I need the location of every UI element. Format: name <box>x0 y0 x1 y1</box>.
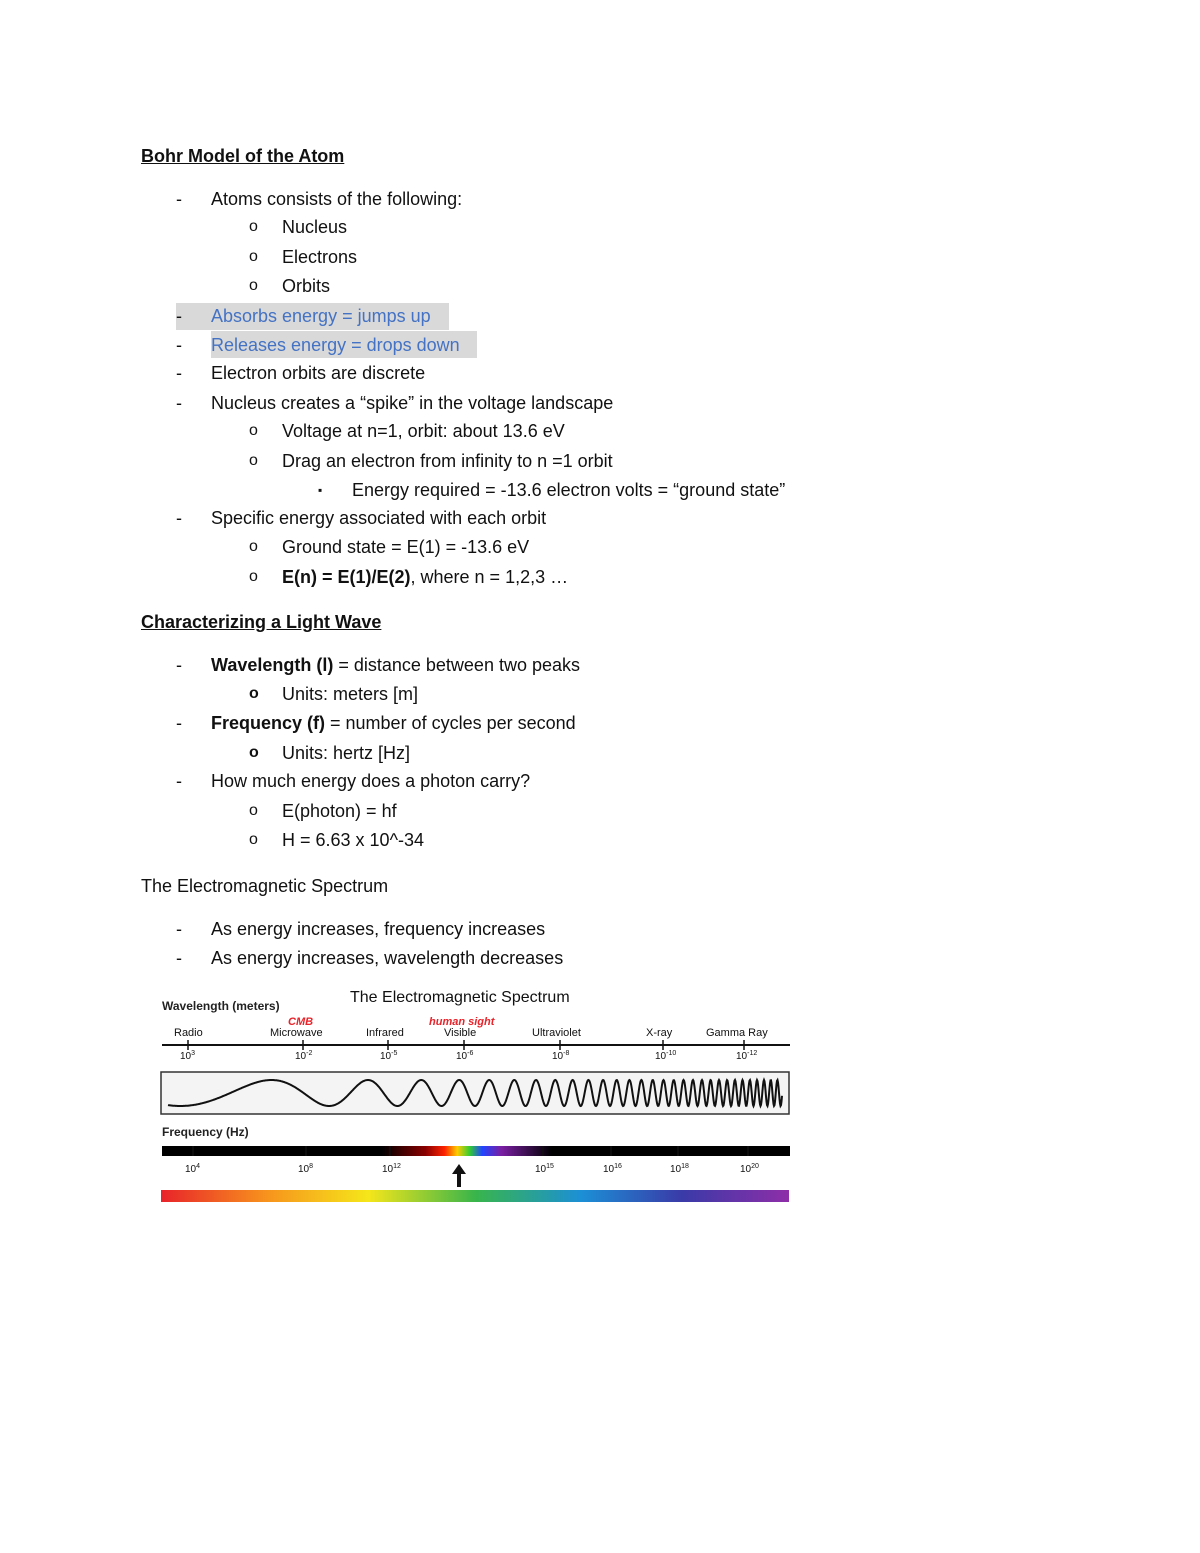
list-item: Orbits <box>282 276 331 296</box>
rainbow-bar <box>161 1190 789 1202</box>
band-label: Gamma Ray <box>706 1027 768 1039</box>
wavelength-tick-label: $10^{-8}$ <box>552 1050 570 1062</box>
circle-marker: o <box>249 452 258 469</box>
list-item: How much energy does a photon carry? <box>211 771 531 791</box>
band-label: Ultraviolet <box>532 1027 581 1039</box>
band-label: X-ray <box>646 1027 673 1039</box>
dash-marker: - <box>176 508 182 528</box>
list-item: As energy increases, frequency increases <box>211 919 546 939</box>
dash-marker: - <box>176 919 182 939</box>
circle-marker: o <box>249 538 258 555</box>
circle-marker: o <box>249 831 258 848</box>
dash-marker: - <box>176 948 182 968</box>
dash-marker: - <box>176 771 182 791</box>
wavelength-ticks <box>180 1040 757 1062</box>
dash-marker: - <box>176 363 182 383</box>
wavelength-tick-label: $10^3$ <box>180 1050 196 1062</box>
wavelength-tick-label: $10^{-6}$ <box>456 1050 474 1062</box>
dash-marker: - <box>176 713 182 733</box>
list-item <box>282 566 568 588</box>
wavelength-tick-label: $10^{-12}$ <box>736 1050 758 1062</box>
square-marker: ▪ <box>318 483 323 497</box>
list-item: Nucleus creates a “spike” in the voltage landscape <box>211 393 614 413</box>
term-bold: Frequency (f) <box>211 713 326 733</box>
term-bold: Wavelength (l) <box>211 655 334 675</box>
band-labels <box>174 1027 768 1039</box>
circle-marker: o <box>249 744 259 761</box>
list-item: As energy increases, wavelength decreases <box>211 948 564 968</box>
frequency-tick-label: $10^{16}$ <box>603 1163 622 1175</box>
circle-marker: o <box>249 802 258 819</box>
circle-marker: o <box>249 248 258 265</box>
frequency-bar <box>162 1146 790 1156</box>
dash-marker: - <box>176 189 182 209</box>
band-label: Microwave <box>270 1027 323 1039</box>
list-item: Nucleus <box>282 217 348 237</box>
list-item: Ground state = E(1) = -13.6 eV <box>282 537 530 557</box>
wavelength-tick-label: $10^{-5}$ <box>380 1050 398 1062</box>
section-title-light-wave: Characterizing a Light Wave <box>141 612 382 632</box>
list-item: Voltage at n=1, orbit: about 13.6 eV <box>282 421 565 441</box>
circle-marker: o <box>249 277 258 294</box>
list-item: Energy required = -13.6 electron volts = “ground state” <box>352 480 786 500</box>
circle-marker: o <box>249 685 259 702</box>
band-label: Infrared <box>366 1027 404 1039</box>
term-definition: = number of cycles per second <box>325 713 576 733</box>
circle-marker: o <box>249 568 258 585</box>
frequency-label: Frequency (Hz) <box>162 1125 249 1139</box>
dash-marker: - <box>176 306 182 326</box>
frequency-tick-label: $10^{12}$ <box>382 1163 401 1175</box>
formula-rest: , where n = 1,2,3 … <box>410 567 569 587</box>
list-item <box>211 654 580 676</box>
list-item: Specific energy associated with each orbit <box>211 508 547 528</box>
list-item-highlighted: Absorbs energy = jumps up <box>211 306 431 326</box>
figure-title: The Electromagnetic Spectrum <box>350 989 570 1006</box>
em-spectrum-figure <box>158 986 794 1208</box>
list-item <box>211 712 576 734</box>
list-item: Atoms consists of the following: <box>211 189 463 209</box>
frequency-tick-label: $10^8$ <box>298 1163 314 1175</box>
section-title-bohr: Bohr Model of the Atom <box>141 146 345 166</box>
term-definition: = distance between two peaks <box>333 655 580 675</box>
frequency-tick-label: $10^{15}$ <box>535 1163 554 1175</box>
up-arrow-icon <box>452 1164 466 1187</box>
circle-marker: o <box>249 422 258 439</box>
list-item: Drag an electron from infinity to n =1 orbit <box>282 451 613 471</box>
band-label: Visible <box>444 1027 477 1039</box>
list-item: E(photon) = hf <box>282 801 397 821</box>
frequency-tick-label: $10^4$ <box>185 1163 201 1175</box>
list-item: H = 6.63 x 10^-34 <box>282 830 425 850</box>
list-item: Electron orbits are discrete <box>211 363 426 383</box>
list-item: Units: meters [m] <box>282 684 419 704</box>
frequency-tick-label: $10^{20}$ <box>740 1163 759 1175</box>
human-sight-label: human sight <box>429 1016 495 1028</box>
wavelength-label: Wavelength (meters) <box>162 999 280 1013</box>
cmb-label: CMB <box>288 1016 314 1028</box>
dash-marker: - <box>176 655 182 675</box>
frequency-tick-label: $10^{18}$ <box>670 1163 689 1175</box>
list-item-highlighted: Releases energy = drops down <box>211 335 460 355</box>
band-label: Radio <box>174 1027 203 1039</box>
dash-marker: - <box>176 393 182 413</box>
formula-bold: E(n) = E(1)/E(2) <box>282 567 411 587</box>
circle-marker: o <box>249 218 258 235</box>
wavelength-tick-label: $10^{-2}$ <box>295 1050 313 1062</box>
dash-marker: - <box>176 335 182 355</box>
section-title-em-spectrum: The Electromagnetic Spectrum <box>141 876 389 896</box>
list-item: Units: hertz [Hz] <box>282 743 411 763</box>
wavelength-tick-label: $10^{-10}$ <box>655 1050 677 1062</box>
list-item: Electrons <box>282 247 358 267</box>
